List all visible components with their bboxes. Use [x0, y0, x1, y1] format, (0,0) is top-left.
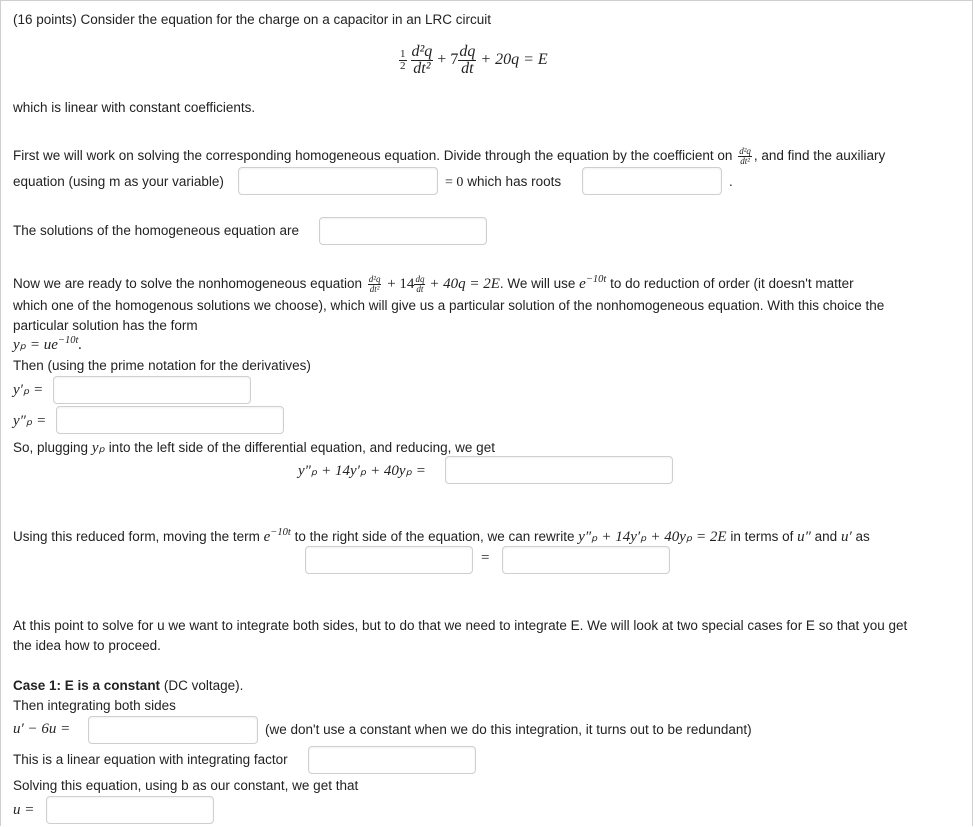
yp-prime-input[interactable] [53, 376, 251, 404]
solving-text: Solving this equation, using b as our constant, we get that [13, 778, 359, 793]
u-solution-input[interactable] [46, 796, 214, 824]
then-integrating: Then integrating both sides [13, 698, 176, 713]
homog-text: First we will work on solving the corresponding homogeneous equation. Divide through the equation by the coefficient on $\frac{\text{d²q}}{\text{dt²}}$ , and find the auxiliary [13, 146, 886, 166]
u-final-label: u = [13, 802, 35, 818]
roots-input[interactable] [582, 167, 722, 195]
period: . [729, 174, 733, 189]
aux-text: equation (using m as your variable) [13, 174, 224, 189]
u-eq-label: u′ − 6u = [13, 721, 71, 737]
yp-dprime-label: y″ₚ = [13, 413, 47, 429]
integrate-line2: the idea how to proceed. [13, 638, 161, 653]
homog-solutions-text: The solutions of the homogeneous equation are [13, 223, 299, 238]
intro-text: (16 points) Consider the equation for the charge on a capacitor in an LRC circuit [13, 12, 492, 27]
nonhomog-line3: particular solution has the form [13, 318, 198, 333]
lhs-reduced-input[interactable] [445, 456, 673, 484]
aux-equals-zero: = 0 which has roots [445, 174, 562, 190]
yp-dprime-input[interactable] [56, 406, 284, 434]
rewrite-right-input[interactable] [502, 546, 670, 574]
integrate-line1: At this point to solve for u we want to integrate both sides, but to do that we need to integrate E. We will look at two special cases for E so that you get [13, 618, 908, 633]
plugging-text: So, plugging yₚ into the left side of the differential equation, and reducing, we get [13, 440, 495, 456]
homog-solutions-input[interactable] [319, 217, 487, 245]
linear-note: which is linear with constant coefficients. [13, 100, 256, 115]
main-equation: $\frac{1}{2}$ $\frac{\text{d²q}}{\text{dt²}}$ + 7 $\frac{dq}{dt}$ + 20q = E [400, 43, 548, 77]
then-text: Then (using the prime notation for the derivatives) [13, 358, 311, 373]
nonhomog-line1: Now we are ready to solve the nonhomogeneous equation $\frac{\text{d²q}}{\text{dt²}}$ + 14 $\frac{dq}{dt}$ + 40q = 2E. We will use $e^{-10t}$ to do reduction of order (it doesn't matter [13, 273, 854, 294]
lhs-expression: y″ₚ + 14y′ₚ + 40yₚ = [298, 463, 426, 479]
no-constant-note: (we don't use a constant when we do this integration, it turns out to be redundant) [265, 722, 752, 737]
nonhomog-line2: which one of the homogenous solutions we choose), which will give us a particular solution of the nonhomogeneous equation. With this choice the [13, 298, 885, 313]
integrating-factor-input[interactable] [308, 746, 476, 774]
yp-form: $y_p = ue^{-10t}$. [13, 335, 83, 353]
aux-equation-input[interactable] [238, 167, 438, 195]
reduced-text: Using this reduced form, moving the term $e^{-10t}$ to the right side of the equation, we can rewrite y″ₚ + 14y′ₚ + 40yₚ = 2E in terms of u″ and u′ as [13, 527, 870, 545]
case1-heading: Case 1: E is a constant (DC voltage). [13, 678, 244, 693]
yp-prime-label: y′ₚ = [13, 382, 44, 398]
u-eq-rhs-input[interactable] [88, 716, 258, 744]
rewrite-equals: = [481, 550, 490, 566]
rewrite-left-input[interactable] [305, 546, 473, 574]
integrating-factor-text: This is a linear equation with integrating factor [13, 752, 288, 767]
